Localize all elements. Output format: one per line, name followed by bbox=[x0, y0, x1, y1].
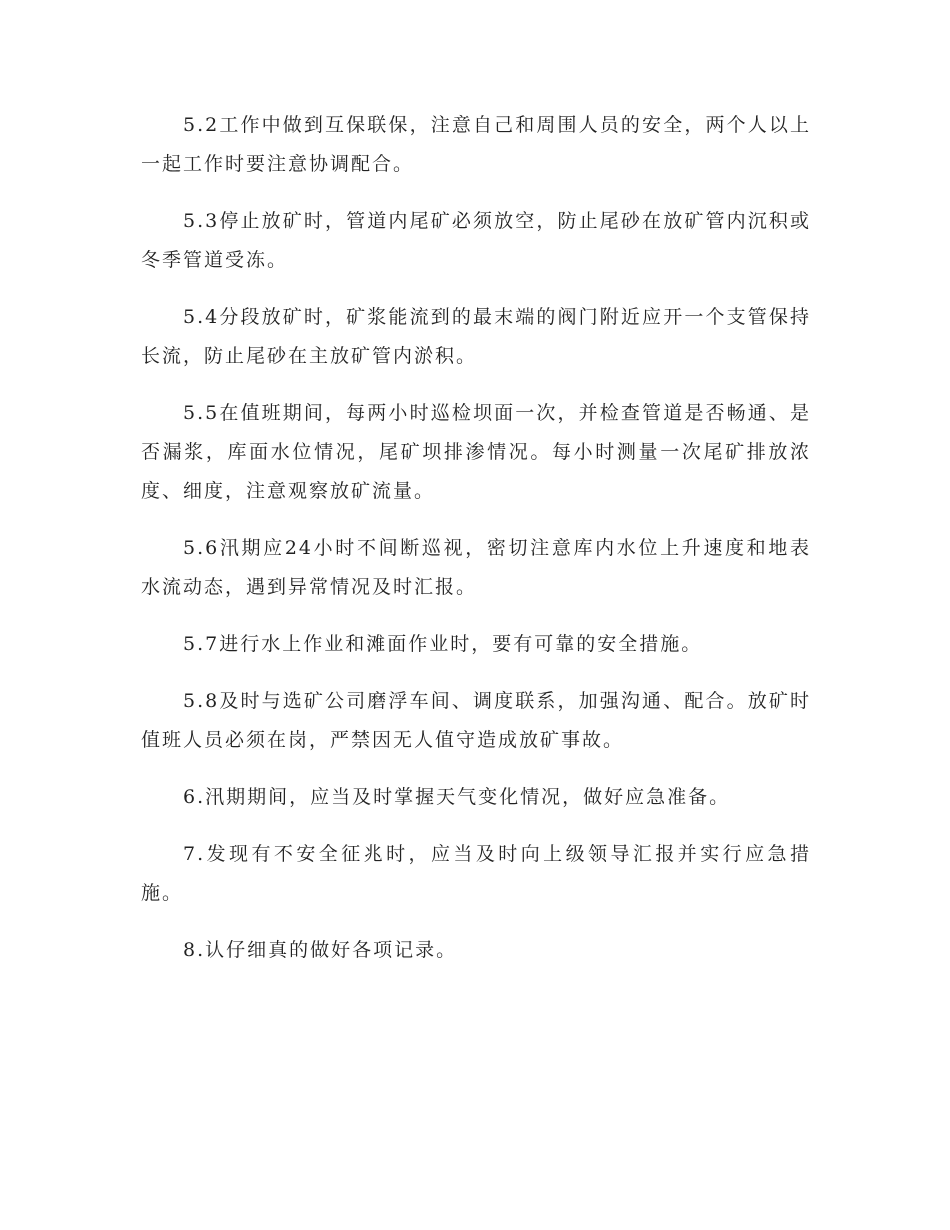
document-body bbox=[141, 106, 811, 988]
paragraph-5-3: 5.3停止放矿时，管道内尾矿必须放空，防止尾砂在放矿管内沉积或冬季管道受冻。 bbox=[141, 210, 811, 271]
paragraph-5-6: 5.6汛期应24小时不间断巡视，密切注意库内水位上升速度和地表水流动态，遇到异常情况及时汇报。 bbox=[141, 537, 811, 598]
paragraph-8: 8.认仔细真的做好各项记录。 bbox=[183, 939, 458, 961]
paragraph-6: 6.汛期期间，应当及时掌握天气变化情况，做好应急准备。 bbox=[183, 786, 731, 808]
paragraph-5-5: 5.5在值班期间，每两小时巡检坝面一次，并检查管道是否畅通、是否漏浆，库面水位情况，尾矿坝排渗情况。每小时测量一次尾矿排放浓度、细度，注意观察放矿流量。 bbox=[141, 402, 811, 502]
paragraph-7: 7.发现有不安全征兆时，应当及时向上级领导汇报并实行应急措施。 bbox=[141, 843, 811, 904]
paragraph-5-4: 5.4分段放矿时，矿浆能流到的最末端的阀门附近应开一个支管保持长流，防止尾砂在主放矿管内淤积。 bbox=[141, 306, 811, 367]
paragraph-5-2: 5.2工作中做到互保联保，注意自己和周围人员的安全，两个人以上一起工作时要注意协调配合。 bbox=[141, 114, 811, 175]
paragraph-5-8: 5.8及时与选矿公司磨浮车间、调度联系，加强沟通、配合。放矿时值班人员必须在岗，严禁因无人值守造成放矿事故。 bbox=[141, 690, 811, 751]
paragraph-5-7: 5.7进行水上作业和滩面作业时，要有可靠的安全措施。 bbox=[183, 633, 703, 655]
